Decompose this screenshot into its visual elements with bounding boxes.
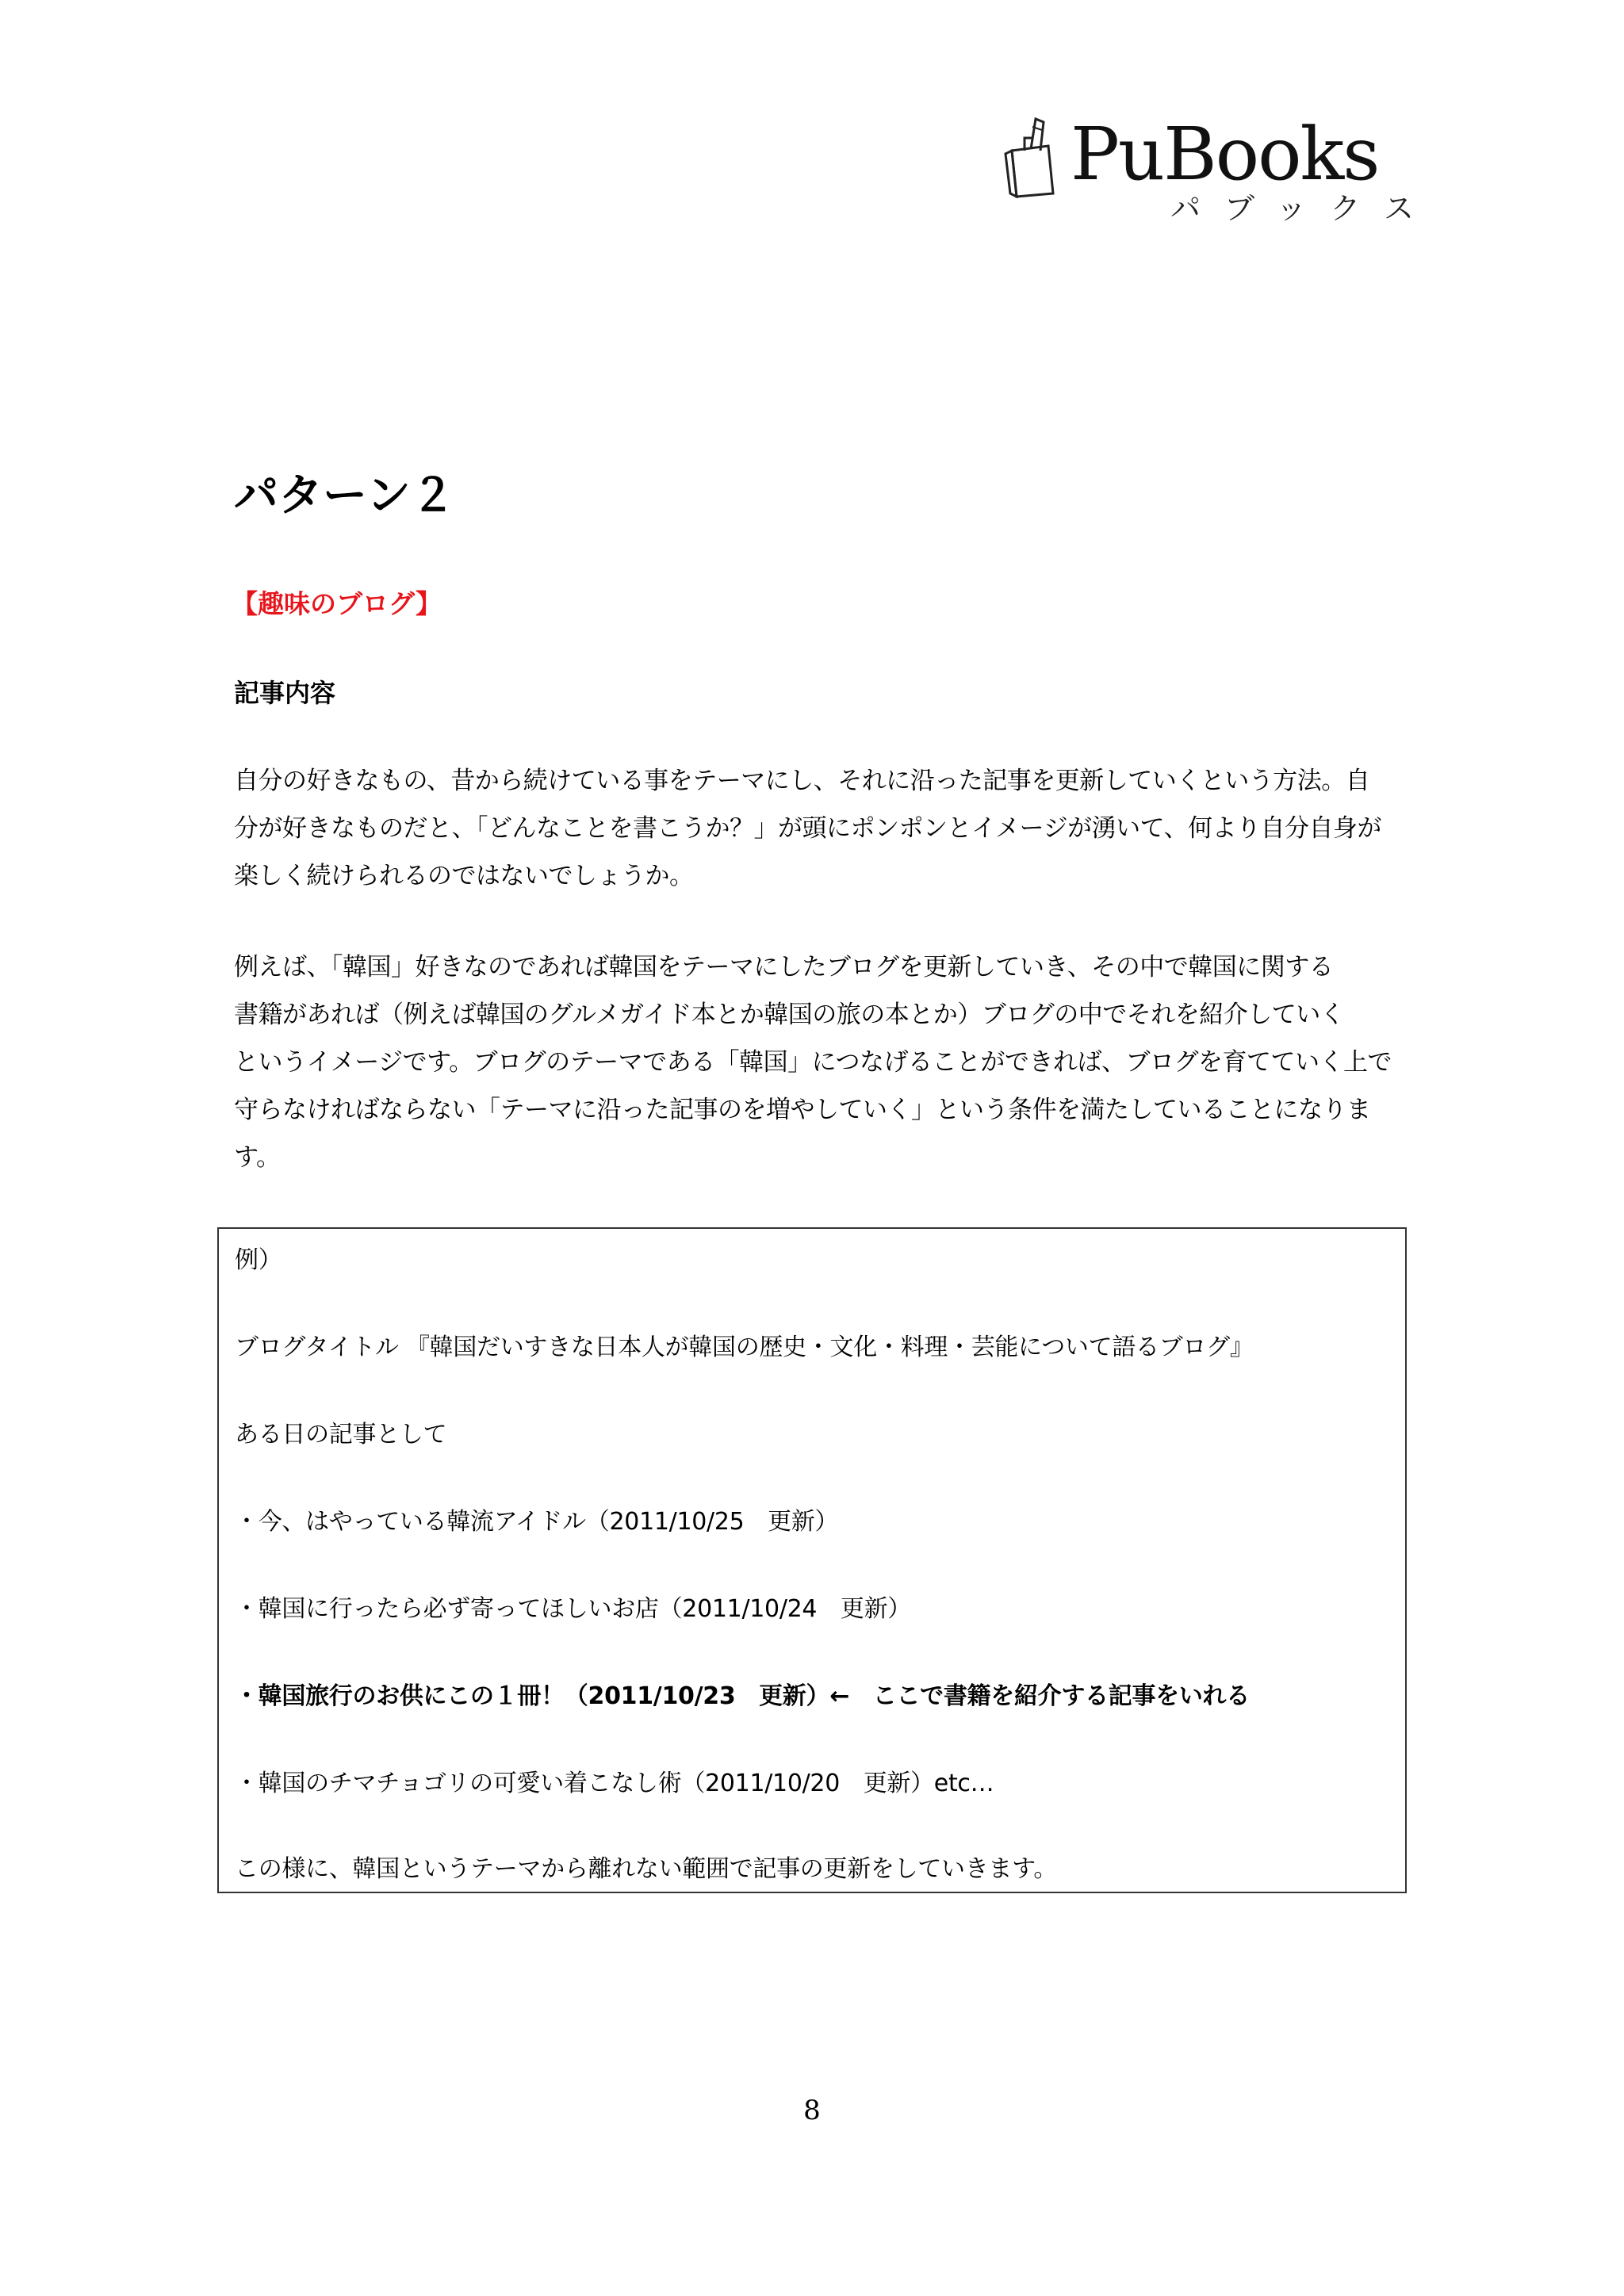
subheading: 記事内容 [234, 678, 336, 708]
page-heading: パターン２ [234, 469, 455, 522]
paragraph-line: 書籍があれば（例えば韓国のグルメガイド本とか韓国の旅の本とか）ブログの中でそれを紹介していく [234, 1001, 1345, 1029]
example-conclusion: この様に、韓国というテーマから離れない範囲で記事の更新をしていきます。 [235, 1855, 1058, 1883]
logo-kana: パブックス [1170, 191, 1438, 226]
paragraph-1 [234, 757, 1400, 900]
example-box [217, 1227, 1407, 1893]
example-blog-title: ブログタイトル 『韓国だいすきな日本人が韓国の歴史・文化・料理・芸能について語るブログ』 [235, 1334, 1254, 1361]
section-label: 【趣味のブログ】 [232, 588, 442, 619]
paragraph-line: というイメージです。ブログのテーマである「韓国」につなげることができれば、ブログを育てていく上で [234, 1048, 1392, 1077]
example-item: ・韓国に行ったら必ず寄ってほしいお店（2011/10/24 更新） [235, 1595, 912, 1623]
example-item: ・韓国のチマチョゴリの可愛い着こなし術（2011/10/20 更新）etc… [235, 1770, 994, 1797]
paragraph-line: 楽しく続けられるのではないでしょうか。 [234, 862, 694, 890]
page-number: 8 [803, 2095, 821, 2126]
example-item-highlight: ・韓国旅行のお供にこの１冊！（2011/10/23 更新）← ここで書籍を紹介する記事をいれる [235, 1682, 1250, 1710]
book-bag-icon [1001, 111, 1064, 198]
paragraph-line: 守らなければならない「テーマに沿った記事のを増やしていく」という条件を満たしていることになりま [234, 1096, 1371, 1124]
paragraph-line: す。 [234, 1143, 281, 1172]
pubooks-logo [1001, 111, 1438, 230]
paragraph-line: 例えば、「韓国」好きなのであれば韓国をテーマにしたブログを更新していき、その中で韓国に関する [234, 953, 1334, 982]
paragraph-line: 分が好きなものだと、「どんなことを書こうか？」が頭にポンポンとイメージが湧いて、何より自分自身が [234, 814, 1381, 843]
paragraph-2 [234, 943, 1400, 1181]
logo-wordmark: PuBooks [1071, 112, 1379, 197]
example-intro: ある日の記事として [235, 1421, 447, 1448]
example-item: ・今、はやっている韓流アイドル（2011/10/25 更新） [235, 1508, 839, 1536]
example-label: 例） [235, 1246, 282, 1274]
paragraph-line: 自分の好きなもの、昔から続けている事をテーマにし、それに沿った記事を更新していくという方法。自 [234, 767, 1370, 795]
